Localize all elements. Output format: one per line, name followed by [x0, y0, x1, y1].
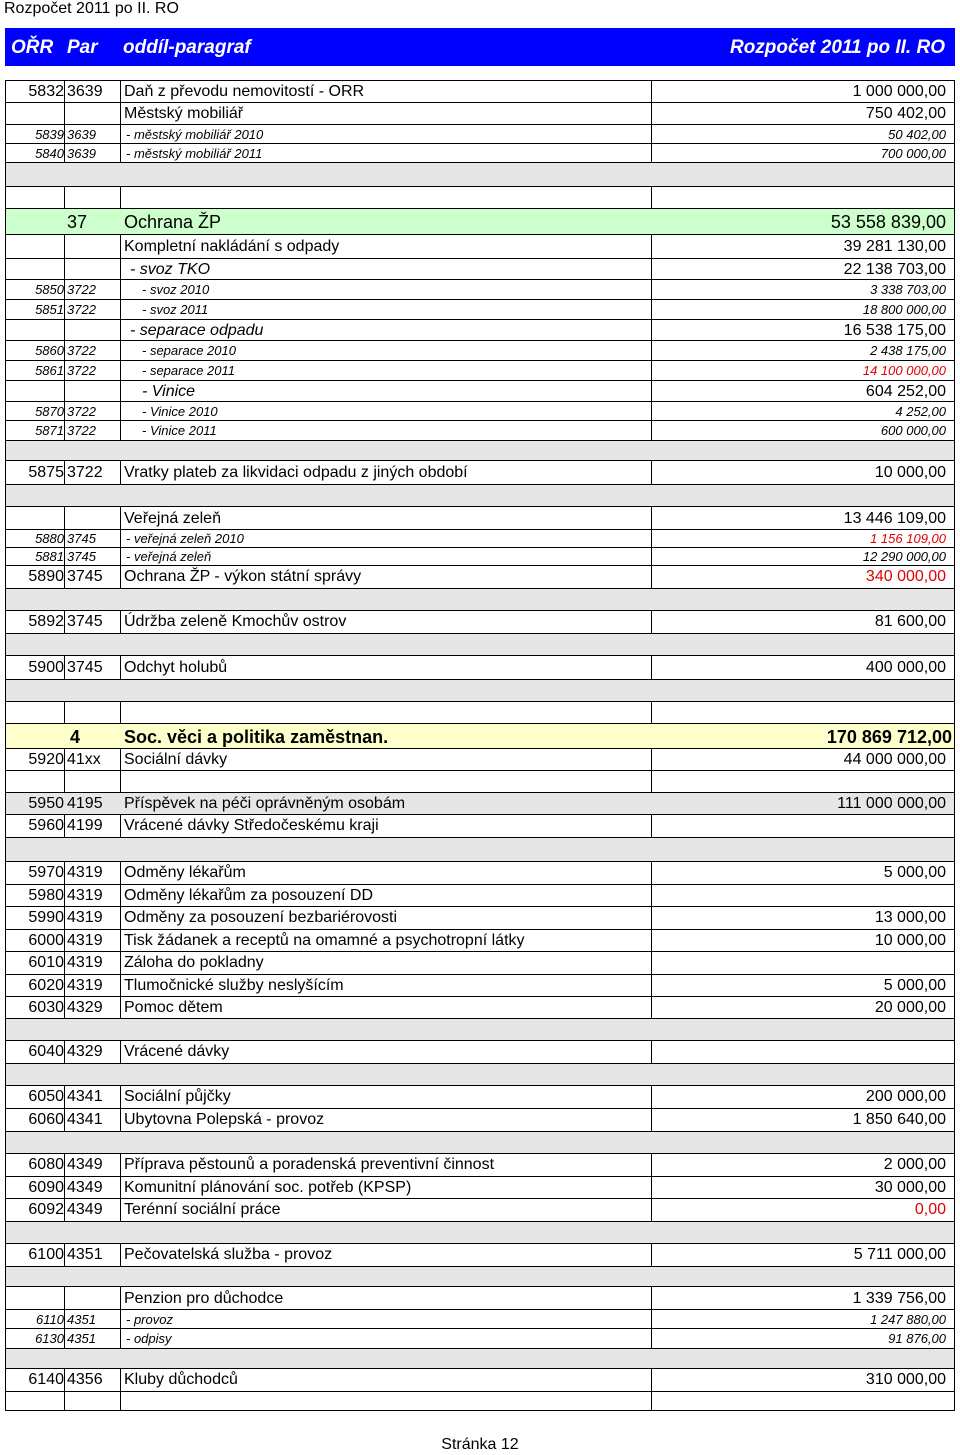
cell-name: - městský mobiliář 2010 [126, 127, 264, 142]
table-row [6, 1369, 954, 1392]
header-par: Par [67, 37, 98, 58]
table-header [5, 28, 955, 66]
spacer-row [6, 771, 954, 793]
table-row [6, 862, 954, 885]
gap-row [6, 1132, 954, 1154]
cell-orr: 5881 [35, 549, 64, 564]
cell-amount: 16 538 175,00 [843, 322, 946, 339]
cell-amount: 91 876,00 [888, 1331, 946, 1346]
cell-par: 4329 [67, 999, 103, 1016]
gap-row [6, 485, 954, 507]
table-row [6, 1109, 954, 1132]
table-row [6, 81, 954, 103]
cell-name: Ubytovna Polepská - provoz [124, 1111, 325, 1128]
cell-amount: 700 000,00 [880, 146, 946, 161]
cell-par: 3745 [67, 613, 103, 630]
cell-amount: 1 850 640,00 [852, 1111, 946, 1128]
cell-amount: 18 800 000,00 [862, 302, 946, 317]
table-row [6, 548, 954, 566]
cell-amount: 13 000,00 [874, 909, 946, 926]
table-row [6, 1287, 954, 1310]
cell-name: - separace 2010 [142, 343, 236, 358]
cell-orr: 5840 [35, 146, 64, 161]
cell-name: Kompletní nakládání s odpady [124, 238, 340, 255]
cell-par: 3745 [67, 531, 96, 546]
cell-orr: 6130 [35, 1331, 64, 1346]
cell-orr: 5990 [28, 909, 64, 926]
cell-orr: 6060 [28, 1111, 64, 1128]
cell-amount: 10 000,00 [874, 464, 946, 481]
table-row [6, 749, 954, 771]
cell-amount: 604 252,00 [865, 383, 946, 400]
cell-orr: 6040 [28, 1043, 64, 1060]
cell-orr: 5880 [35, 531, 64, 546]
cell-par: 4341 [67, 1111, 103, 1128]
cell-par: 4319 [67, 977, 103, 994]
cell-orr: 5851 [35, 302, 64, 317]
table-row [6, 793, 954, 815]
cell-name: - separace odpadu [130, 322, 264, 339]
section-row-37 [6, 209, 954, 235]
cell-par: 3745 [67, 659, 103, 676]
cell-name: - městský mobiliář 2011 [126, 146, 263, 161]
cell-par: 4319 [67, 954, 103, 971]
cell-orr: 6140 [28, 1371, 64, 1388]
cell-orr: 5832 [28, 83, 64, 100]
cell-amount: 750 402,00 [865, 105, 946, 122]
cell-orr: 6080 [28, 1156, 64, 1173]
section-row-4 [6, 724, 954, 749]
table-row [6, 1199, 954, 1222]
cell-par: 37 [67, 212, 88, 232]
cell-amount: 2 000,00 [883, 1156, 946, 1173]
cell-name: Odměny lékařům za posouzení DD [124, 887, 373, 904]
gap-row [6, 1019, 954, 1041]
table-row [6, 885, 954, 907]
gap-row [6, 838, 954, 862]
cell-name: - svoz TKO [130, 261, 211, 278]
cell-orr: 5850 [35, 282, 64, 297]
table-row [6, 1177, 954, 1199]
cell-name: Vrácené dávky Středočeskému kraji [124, 817, 379, 834]
table-row [6, 1154, 954, 1177]
cell-name: Odměny lékařům [124, 864, 246, 881]
cell-amount: 14 100 000,00 [862, 363, 946, 378]
cell-par: 4195 [67, 795, 103, 812]
table-row [6, 461, 954, 485]
budget-table [5, 80, 955, 1411]
gap-row [6, 187, 954, 209]
cell-name: Ochrana ŽP - výkon státní správy [124, 568, 362, 585]
table-row [6, 361, 954, 381]
cell-amount: 1 339 756,00 [852, 1290, 946, 1307]
table-row [6, 381, 954, 402]
cell-amount: 44 000 000,00 [843, 751, 946, 768]
cell-orr: 6030 [28, 999, 64, 1016]
gap-row [6, 1267, 954, 1287]
table-row [6, 530, 954, 548]
cell-par: 3722 [67, 363, 96, 378]
cell-par: 4 [70, 727, 81, 747]
cell-name: Tisk žádanek a receptů na omamné a psychotropní látky [124, 932, 525, 949]
cell-par: 4349 [67, 1156, 103, 1173]
cell-amount: 0,00 [914, 1201, 946, 1218]
table-row [6, 1244, 954, 1267]
cell-amount: 3 338 703,00 [870, 282, 946, 297]
cell-amount: 310 000,00 [865, 1371, 946, 1388]
table-row [6, 280, 954, 300]
gap-row [6, 589, 954, 611]
cell-amount: 4 252,00 [895, 404, 946, 419]
table-row [6, 1329, 954, 1349]
table-row [6, 930, 954, 952]
cell-name: Daň z převodu nemovitostí - ORR [124, 83, 365, 100]
table-row [6, 300, 954, 320]
cell-orr: 5980 [28, 887, 64, 904]
cell-par: 3722 [67, 404, 96, 419]
cell-par: 4351 [67, 1246, 103, 1263]
cell-name: - separace 2011 [142, 363, 235, 378]
gap-row [6, 680, 954, 702]
cell-name: - veřejná zeleň 2010 [126, 531, 244, 546]
cell-orr: 6090 [28, 1179, 64, 1196]
cell-amount: 13 446 109,00 [843, 510, 946, 527]
header-rozpocet: Rozpočet 2011 po II. RO [729, 37, 945, 58]
gap-row [6, 163, 954, 187]
cell-orr: 5950 [28, 795, 64, 812]
cell-par: 3639 [67, 146, 96, 161]
cell-name: Údržba zeleně Kmochův ostrov [124, 613, 347, 630]
cell-name: Odchyt holubů [124, 659, 228, 676]
cell-par: 3722 [67, 464, 103, 481]
cell-name: Příspěvek na péči oprávněným osobám [124, 795, 406, 812]
cell-par: 4341 [67, 1088, 103, 1105]
cell-amount: 400 000,00 [865, 659, 946, 676]
cell-name: Pečovatelská služba - provoz [124, 1246, 333, 1263]
cell-name: - odpisy [126, 1331, 172, 1346]
cell-name: Soc. věci a politika zaměstnan. [124, 727, 389, 747]
cell-name: Tlumočnické služby neslyšícím [124, 977, 344, 994]
cell-par: 3722 [67, 282, 96, 297]
cell-orr: 5870 [35, 404, 64, 419]
table-row [6, 997, 954, 1019]
cell-name: Příprava pěstounů a poradenská preventivní činnost [124, 1156, 495, 1173]
table-row [6, 125, 954, 144]
cell-orr: 6110 [36, 1312, 64, 1327]
table-row [6, 657, 954, 680]
cell-amount: 20 000,00 [874, 999, 946, 1016]
cell-orr: 5875 [28, 464, 64, 481]
cell-name: Ochrana ŽP [124, 212, 222, 232]
header-oddil: oddíl-paragraf [123, 37, 251, 58]
gap-row [6, 1222, 954, 1244]
cell-par: 3639 [67, 83, 103, 100]
table-row [6, 1041, 954, 1064]
cell-par: 3722 [67, 423, 96, 438]
table-row [6, 975, 954, 997]
cell-orr: 5861 [35, 363, 64, 378]
table-row [6, 259, 954, 280]
cell-par: 4319 [67, 864, 103, 881]
table-row [6, 421, 954, 441]
cell-par: 4329 [67, 1043, 103, 1060]
cell-amount: 10 000,00 [874, 932, 946, 949]
cell-par: 3722 [67, 302, 96, 317]
cell-name: - Vinice 2010 [142, 404, 218, 419]
cell-orr: 5900 [28, 659, 64, 676]
cell-amount: 2 438 175,00 [870, 343, 946, 358]
cell-amount: 5 711 000,00 [853, 1246, 946, 1263]
cell-orr: 5860 [35, 343, 64, 358]
cell-name: - svoz 2010 [142, 282, 210, 297]
cell-amount: 1 247 880,00 [870, 1312, 946, 1327]
cell-orr: 6020 [28, 977, 64, 994]
table-row [6, 144, 954, 163]
cell-orr: 6010 [28, 954, 64, 971]
cell-name: Pomoc dětem [124, 999, 223, 1016]
table-row [6, 1310, 954, 1329]
cell-par: 41xx [67, 751, 101, 768]
cell-orr: 5970 [28, 864, 64, 881]
cell-amount: 81 600,00 [874, 613, 946, 630]
cell-par: 3722 [67, 343, 96, 358]
table-row [6, 320, 954, 341]
cell-amount: 200 000,00 [865, 1088, 946, 1105]
gap-row [6, 441, 954, 461]
cell-amount: 53 558 839,00 [830, 212, 946, 232]
cell-amount: 111 000 000,00 [837, 795, 946, 812]
cell-name: Odměny za posouzení bezbariérovosti [124, 909, 398, 926]
header-orr: OŘR [11, 37, 54, 58]
table-row [6, 235, 954, 259]
cell-orr: 5871 [35, 423, 64, 438]
cell-orr: 5890 [28, 568, 64, 585]
cell-par: 4356 [67, 1371, 103, 1388]
cell-orr: 5960 [28, 817, 64, 834]
cell-amount: 30 000,00 [874, 1179, 946, 1196]
cell-par: 4349 [67, 1201, 103, 1218]
cell-amount: 170 869 712,00 [826, 727, 952, 747]
cell-name: Vrácené dávky [124, 1043, 230, 1060]
cell-name: - Vinice 2011 [142, 423, 217, 438]
cell-name: Terénní sociální práce [124, 1201, 281, 1218]
table-row [6, 402, 954, 421]
table-row [6, 611, 954, 634]
cell-orr: 5892 [28, 613, 64, 630]
cell-orr: 5920 [28, 751, 64, 768]
cell-amount: 5 000,00 [883, 864, 946, 881]
cell-amount: 600 000,00 [880, 423, 946, 438]
table-row [6, 815, 954, 838]
cell-name: - Vinice [142, 383, 196, 400]
table-row [6, 566, 954, 589]
gap-row [6, 702, 954, 724]
cell-par: 4351 [67, 1312, 96, 1327]
table-row [6, 103, 954, 125]
gap-row [6, 1349, 954, 1369]
document-title: Rozpočet 2011 po II. RO [4, 0, 179, 17]
cell-orr: 5839 [35, 127, 64, 142]
table-row [6, 1086, 954, 1109]
cell-amount: 1 156 109,00 [870, 531, 946, 546]
table-row [6, 507, 954, 530]
cell-par: 3639 [67, 127, 96, 142]
cell-amount: 50 402,00 [888, 127, 946, 142]
cell-amount: 340 000,00 [865, 568, 946, 585]
cell-name: Záloha do pokladny [124, 954, 264, 971]
cell-name: Kluby důchodců [124, 1371, 238, 1388]
cell-name: Sociální půjčky [124, 1088, 231, 1105]
cell-name: - svoz 2011 [142, 302, 209, 317]
gap-row [6, 634, 954, 656]
table-row [6, 907, 954, 930]
cell-par: 3745 [67, 568, 103, 585]
gap-row [6, 1064, 954, 1086]
cell-par: 3745 [67, 549, 96, 564]
cell-par: 4349 [67, 1179, 103, 1196]
cell-amount: 5 000,00 [883, 977, 946, 994]
cell-amount: 12 290 000,00 [862, 549, 946, 564]
table-row [6, 952, 954, 975]
cell-name: Sociální dávky [124, 751, 228, 768]
cell-name: - provoz [126, 1312, 173, 1327]
cell-name: Městský mobiliář [124, 105, 244, 122]
cell-amount: 39 281 130,00 [843, 238, 946, 255]
cell-name: Komunitní plánování soc. potřeb (KPSP) [124, 1179, 412, 1196]
cell-par: 4199 [67, 817, 103, 834]
table-row [6, 341, 954, 361]
cell-orr: 6092 [28, 1201, 64, 1218]
cell-name: - veřejná zeleň [126, 549, 212, 564]
cell-orr: 6050 [28, 1088, 64, 1105]
cell-orr: 6100 [28, 1246, 64, 1263]
cell-amount: 22 138 703,00 [843, 261, 946, 278]
cell-orr: 6000 [28, 932, 64, 949]
cell-par: 4319 [67, 887, 103, 904]
cell-amount: 1 000 000,00 [852, 83, 946, 100]
cell-name: Penzion pro důchodce [124, 1290, 284, 1307]
cell-par: 4319 [67, 932, 103, 949]
cell-name: Veřejná zeleň [124, 510, 221, 527]
cell-name: Vratky plateb za likvidaci odpadu z jiných období [124, 464, 468, 481]
page-footer: Stránka 12 [441, 1436, 519, 1453]
cell-par: 4351 [67, 1331, 96, 1346]
cell-par: 4319 [67, 909, 103, 926]
